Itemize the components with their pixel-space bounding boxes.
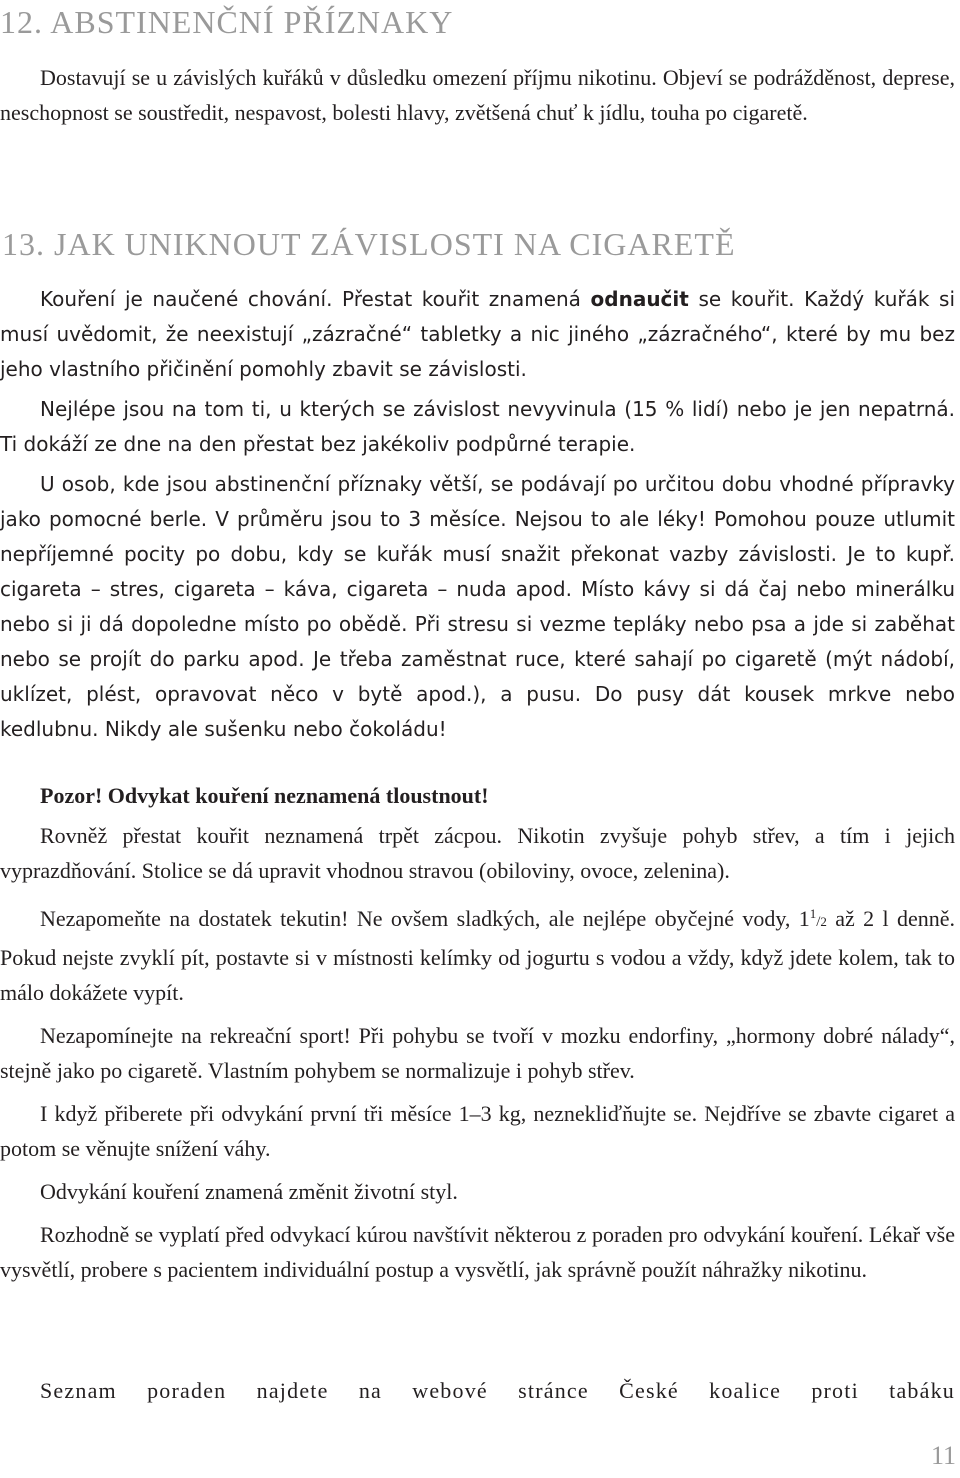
paragraph-weight: I když přiberete při odvykání první tři měsíce 1–3 kg, neznekliďňujte se. Nejdříve se zbavte cigaret a potom se věnujte snížení váhy. bbox=[0, 1101, 955, 1161]
paragraph-digestion: Rovněž přestat kouřit neznamená trpět zácpou. Nikotin zvyšuje pohyb střev, a tím i jejich vyprazdňování. Stolice se dá upravit vhodnou stravou (obiloviny, ovoce, zelenina). bbox=[0, 823, 955, 883]
text-segment: až 2 l denně. Pokud nejste zvyklí pít, postavte si v místnosti kelímky od jogurtu s vodou a vždy, když jdete kolem, tak to málo dokážete vypít. bbox=[0, 906, 956, 1005]
section-13-body-bottom bbox=[0, 778, 955, 1287]
section-heading-12: 12. ABSTINENČNÍ PŘÍZNAKY bbox=[0, 4, 454, 40]
paragraph-best-off: Nejlépe jsou na tom ti, u kterých se závislost nevyvinula (15 % lidí) nebo je jen nepatrná. Ti dokáží ze dne na den přestat bez jakékoliv podpůrné terapie. bbox=[0, 397, 955, 456]
paragraph-lifestyle: Odvykání kouření znamená změnit životní styl. bbox=[40, 1179, 458, 1204]
paragraph-directory: Seznam poraden najdete na webové stránce České koalice proti tabáku bbox=[40, 1378, 955, 1403]
text-segment: se kouřit. Každý kuřák si musí uvědomit, že neexistují „zázračné“ tabletky a nic jiného „zázračného“, které by mu bez jeho vlastního přičinění pomohly zbavit se závislosti. bbox=[0, 287, 956, 381]
section-12-body bbox=[0, 60, 955, 130]
page-number: 11 bbox=[930, 1441, 956, 1470]
section-13-body-top bbox=[0, 282, 955, 747]
emphasis-unlearn: odnaučit bbox=[590, 287, 689, 311]
paragraph-withdrawal-symptoms: Dostavují se u závislých kuřáků v důsledku omezení příjmu nikotinu. Objeví se podrážděnost, deprese, neschopnost se soustředit, nespavost, bolesti hlavy, zvětšená chuť k jídlu, touha po cigaretě. bbox=[0, 65, 955, 125]
text-segment: Kouření je naučené chování. Přestat kouřit znamená bbox=[40, 287, 581, 311]
fraction-numerator: 1 bbox=[809, 906, 817, 921]
fraction-slash: / bbox=[816, 914, 821, 930]
paragraph-abstinence-support: U osob, kde jsou abstinenční příznaky větší, se podávají po určitou dobu vhodné přípravky jako pomocné berle. V průměru jsou to 3 měsíce. Nejsou to ale léky! Pomohou pouze utlumit nepříjemné pocity po dobu, kdy se kuřák musí snažit překonat vazby závislosti. Je to kupř. cigareta – stres, cigareta – káva, cigareta – nuda apod. Místo kávy si dá čaj nebo minerálku nebo si ji dá dopoledne místo po obědě. Při stresu si vezme tepláky nebo psa a jde si zaběhat nebo se projít do parku apod. Je třeba zaměstnat ruce, které sahají po cigaretě (mýt nádobí, uklízet, plést, opravovat něco v bytě apod.), a pusu. Do pusy dát kousek mrkve nebo kedlubnu. Nikdy ale sušenku nebo čokoládu! bbox=[0, 472, 955, 741]
warning-line: Pozor! Odvykat kouření neznamená tloustnout! bbox=[40, 783, 489, 808]
text-segment: Nezapomeňte na dostatek tekutin! Ne ovšem sladkých, ale nejlépe obyčejné vody, 1 bbox=[40, 906, 810, 931]
paragraph-counseling: Rozhodně se vyplatí před odvykací kúrou navštívit některou z poraden pro odvykání kouření. Lékař vše vysvětlí, probere s pacientem individuální postup a vysvětlí, jak správně použít náhražky nikotinu. bbox=[0, 1222, 955, 1282]
paragraph-fluids bbox=[0, 896, 955, 1010]
fraction-denominator: 2 bbox=[820, 914, 827, 929]
section-heading-13: 13. JAK UNIKNOUT ZÁVISLOSTI NA CIGARETĚ bbox=[2, 226, 736, 262]
paragraph-sport: Nezapomínejte na rekreační sport! Při pohybu se tvoří v mozku endorfiny, „hormony dobré nálady“, stejně jako po cigaretě. Vlastním pohybem se normalizuje i pohyb střev. bbox=[0, 1023, 955, 1083]
paragraph-learned-behavior bbox=[0, 282, 955, 387]
